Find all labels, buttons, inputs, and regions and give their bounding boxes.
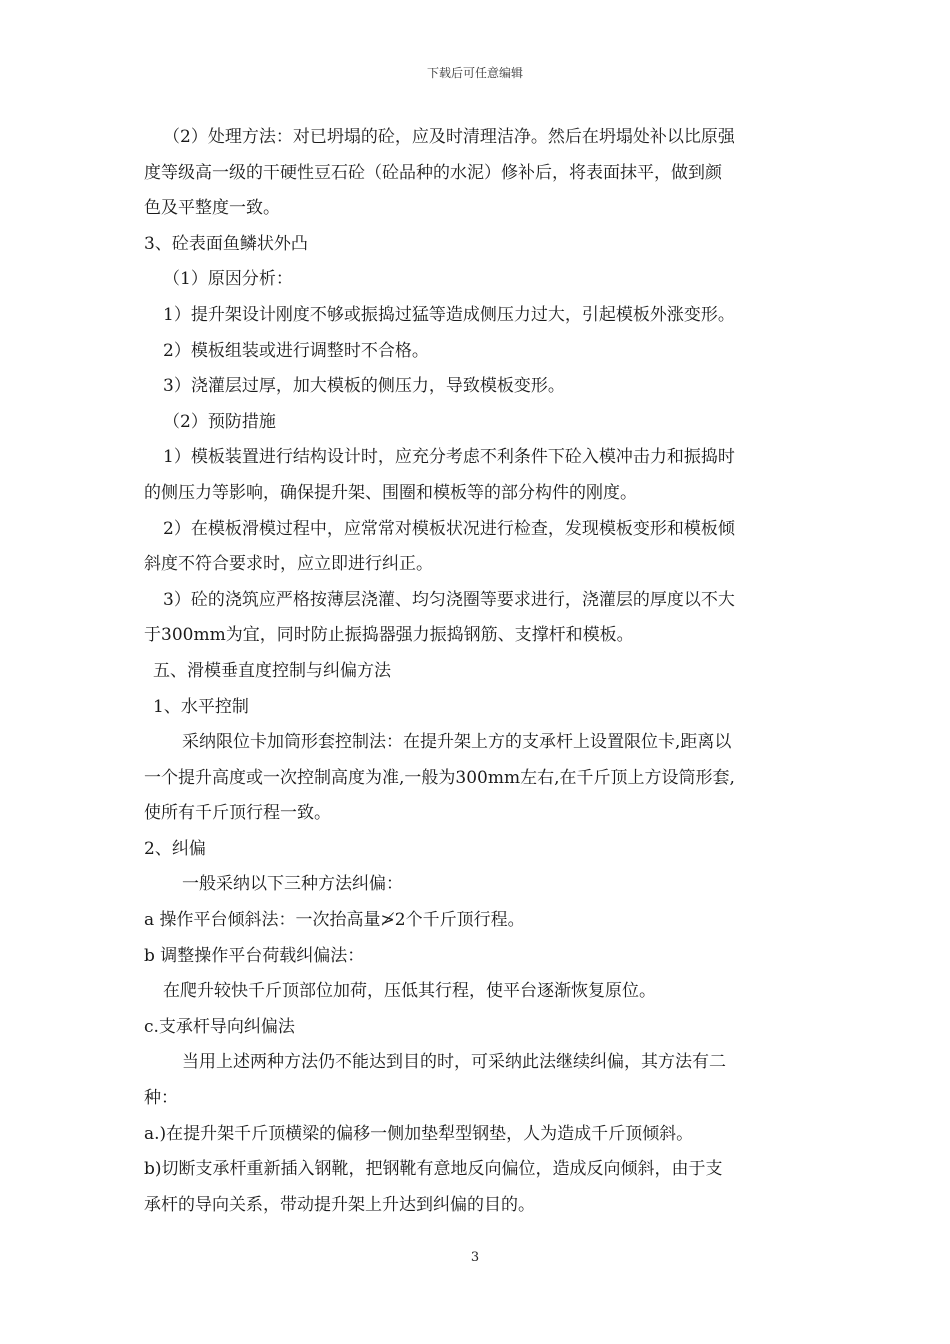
text-line: b)切断支承杆重新插入钢靴，把钢靴有意地反向偏位，造成反向倾斜，由于支 (144, 1159, 723, 1180)
text-line: 1）提升架设计刚度不够或振捣过猛等造成侧压力过大，引起模板外涨变形。 (163, 304, 735, 325)
section-heading: 五、滑模垂直度控制与纠偏方法 (153, 660, 391, 681)
text-line: c.支承杆导向纠偏法 (144, 1016, 295, 1037)
text-line: （1）原因分析： (163, 269, 293, 290)
text-line: 度等级高一级的干硬性豆石砼（砼品种的水泥）修补后，将表面抹平，做到颜 (144, 162, 722, 183)
text-line: （2）预防措施 (163, 411, 276, 432)
text-line: a 操作平台倾斜法：一次抬高量≯2个千斤顶行程。 (144, 910, 525, 931)
text-line: a.)在提升架千斤顶横梁的偏移一侧加垫犁型钢垫，人为造成千斤顶倾斜。 (144, 1123, 694, 1144)
text-line: 于300mm为宜，同时防止振捣器强力振捣钢筋、支撑杆和模板。 (144, 625, 634, 646)
text-line: 色及平整度一致。 (144, 198, 280, 219)
text-line: 使所有千斤顶行程一致。 (144, 803, 331, 824)
document-body (144, 120, 810, 1223)
text-line: 采纳限位卡加筒形套控制法：在提升架上方的支承杆上设置限位卡,距离以 (182, 732, 732, 753)
header-note: 下载后可任意编辑 (426, 66, 523, 80)
text-line: 在爬升较快千斤顶部位加荷，压低其行程，使平台逐渐恢复原位。 (163, 981, 656, 1002)
text-line: b 调整操作平台荷载纠偏法： (144, 945, 365, 966)
text-line: 斜度不符合要求时，应立即进行纠正。 (144, 554, 433, 575)
text-line: 一般采纳以下三种方法纠偏： (182, 874, 403, 895)
text-line: 种： (144, 1088, 178, 1109)
subsection-heading: 1、水平控制 (153, 696, 249, 717)
text-line: 当用上述两种方法仍不能达到目的时，可采纳此法继续纠偏，其方法有二 (182, 1052, 726, 1073)
text-line: 2）在模板滑模过程中，应常常对模板状况进行检查，发现模板变形和模板倾 (163, 518, 735, 539)
text-line: 1）模板装置进行结构设计时，应充分考虑不利条件下砼入模冲击力和振捣时 (163, 447, 735, 468)
text-line: 3）砼的浇筑应严格按薄层浇灌、均匀浇圈等要求进行，浇灌层的厚度以不大 (163, 589, 735, 610)
subsection-heading: 2、纠偏 (144, 838, 206, 859)
text-line: 承杆的导向关系，带动提升架上升达到纠偏的目的。 (144, 1194, 535, 1215)
text-line: 一个提升高度或一次控制高度为准,一般为300mm左右,在千斤顶上方设筒形套, (144, 767, 735, 788)
text-line: 2）模板组装或进行调整时不合格。 (163, 340, 429, 361)
text-line: 3、砼表面鱼鳞状外凸 (144, 233, 308, 254)
text-line: 3）浇灌层过厚，加大模板的侧压力，导致模板变形。 (163, 376, 565, 397)
text-line: （2）处理方法：对已坍塌的砼，应及时清理洁净。然后在坍塌处补以比原强 (163, 127, 735, 147)
text-line: 的侧压力等影响，确保提升架、围圈和模板等的部分构件的刚度。 (144, 482, 637, 503)
page-number: 3 (470, 1250, 480, 1265)
